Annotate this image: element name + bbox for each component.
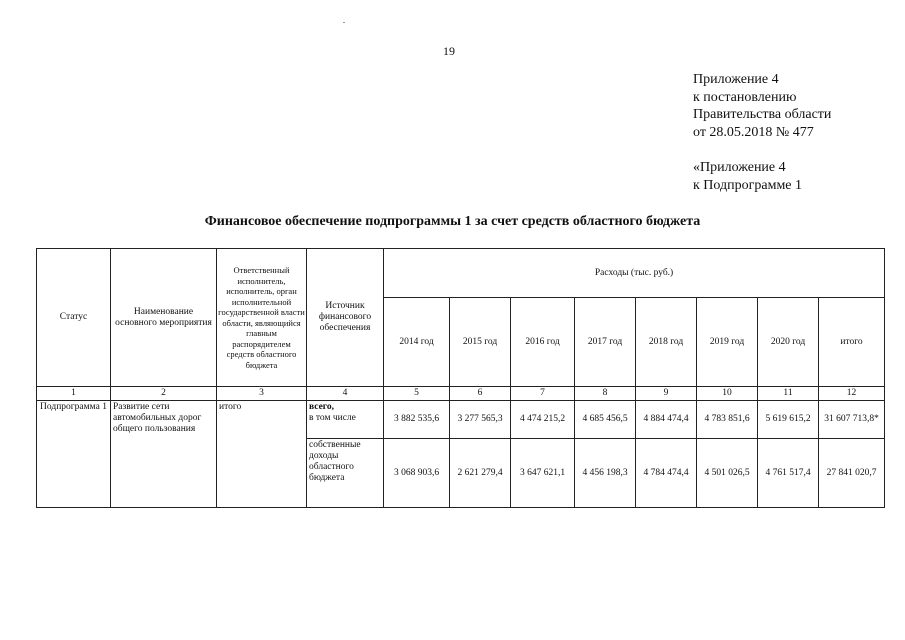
total-value: 5 619 615,2: [758, 401, 819, 439]
source-total-rest: в том числе: [309, 413, 356, 423]
total-value: 4 884 474,4: [636, 401, 697, 439]
own-value-sum: 27 841 020,7: [819, 439, 885, 508]
total-value-sum: 31 607 713,8*: [819, 401, 885, 439]
own-value: 4 761 517,4: [758, 439, 819, 508]
column-number: 4: [307, 387, 384, 401]
own-value: 2 621 279,4: [450, 439, 511, 508]
header-expenses: Расходы (тыс. руб.): [384, 249, 885, 298]
row-name: Развитие сети автомобильных дорог общего пользования: [111, 401, 217, 508]
total-value: 3 277 565,3: [450, 401, 511, 439]
page-number: 19: [443, 44, 455, 58]
column-number: 5: [384, 387, 450, 401]
total-value: 4 685 456,5: [575, 401, 636, 439]
table-row: [37, 401, 885, 439]
header-total: итого: [819, 298, 885, 387]
header-year: 2019 год: [697, 298, 758, 387]
appendix-line: к постановлению: [693, 89, 797, 105]
header-year: 2015 год: [450, 298, 511, 387]
financing-table: [36, 248, 885, 508]
column-number: 3: [217, 387, 307, 401]
appendix-block: [693, 71, 831, 194]
column-numbers-row: [37, 387, 885, 401]
header-executor: Ответственный исполнитель, исполнитель, орган исполнительной государственной власти области, являющийся главным распорядителем средств областного бюджета: [217, 249, 307, 387]
total-value: 4 474 215,2: [511, 401, 575, 439]
column-number: 11: [758, 387, 819, 401]
header-year: 2018 год: [636, 298, 697, 387]
appendix-line: Приложение 4: [693, 72, 779, 87]
appendix-sub-line: «Приложение 4: [693, 160, 786, 175]
row-source-total: [307, 401, 384, 439]
header-status: Статус: [37, 249, 111, 387]
column-number: 10: [697, 387, 758, 401]
column-number: 9: [636, 387, 697, 401]
own-value: 3 068 903,6: [384, 439, 450, 508]
appendix-line: Правительства области: [693, 107, 832, 122]
header-source: Источник финансового обеспечения: [307, 249, 384, 387]
column-number: 7: [511, 387, 575, 401]
header-year: 2020 год: [758, 298, 819, 387]
row-status: Подпрограмма 1: [37, 401, 111, 508]
column-number: 1: [37, 387, 111, 401]
header-name: Наименование основного мероприятия: [111, 249, 217, 387]
scan-mark: [343, 22, 345, 23]
appendix-sub-line: к Подпрограмме 1: [693, 177, 803, 193]
column-number: 6: [450, 387, 511, 401]
appendix-line: от 28.05.2018 № 477: [693, 124, 814, 140]
column-number: 12: [819, 387, 885, 401]
row-source-own: собственные доходы областного бюджета: [307, 439, 384, 508]
appendix-gap: [693, 141, 831, 159]
header-year: 2014 год: [384, 298, 450, 387]
total-value: 3 882 535,6: [384, 401, 450, 439]
own-value: 4 784 474,4: [636, 439, 697, 508]
header-row: [37, 249, 885, 298]
own-value: 4 456 198,3: [575, 439, 636, 508]
source-total-bold: всего,: [309, 402, 334, 412]
own-value: 3 647 621,1: [511, 439, 575, 508]
own-value: 4 501 026,5: [697, 439, 758, 508]
header-year: 2017 год: [575, 298, 636, 387]
total-value: 4 783 851,6: [697, 401, 758, 439]
header-year: 2016 год: [511, 298, 575, 387]
column-number: 8: [575, 387, 636, 401]
column-number: 2: [111, 387, 217, 401]
document-title: Финансовое обеспечение подпрограммы 1 за счет средств областного бюджета: [204, 214, 701, 229]
row-executor: итого: [217, 401, 307, 508]
